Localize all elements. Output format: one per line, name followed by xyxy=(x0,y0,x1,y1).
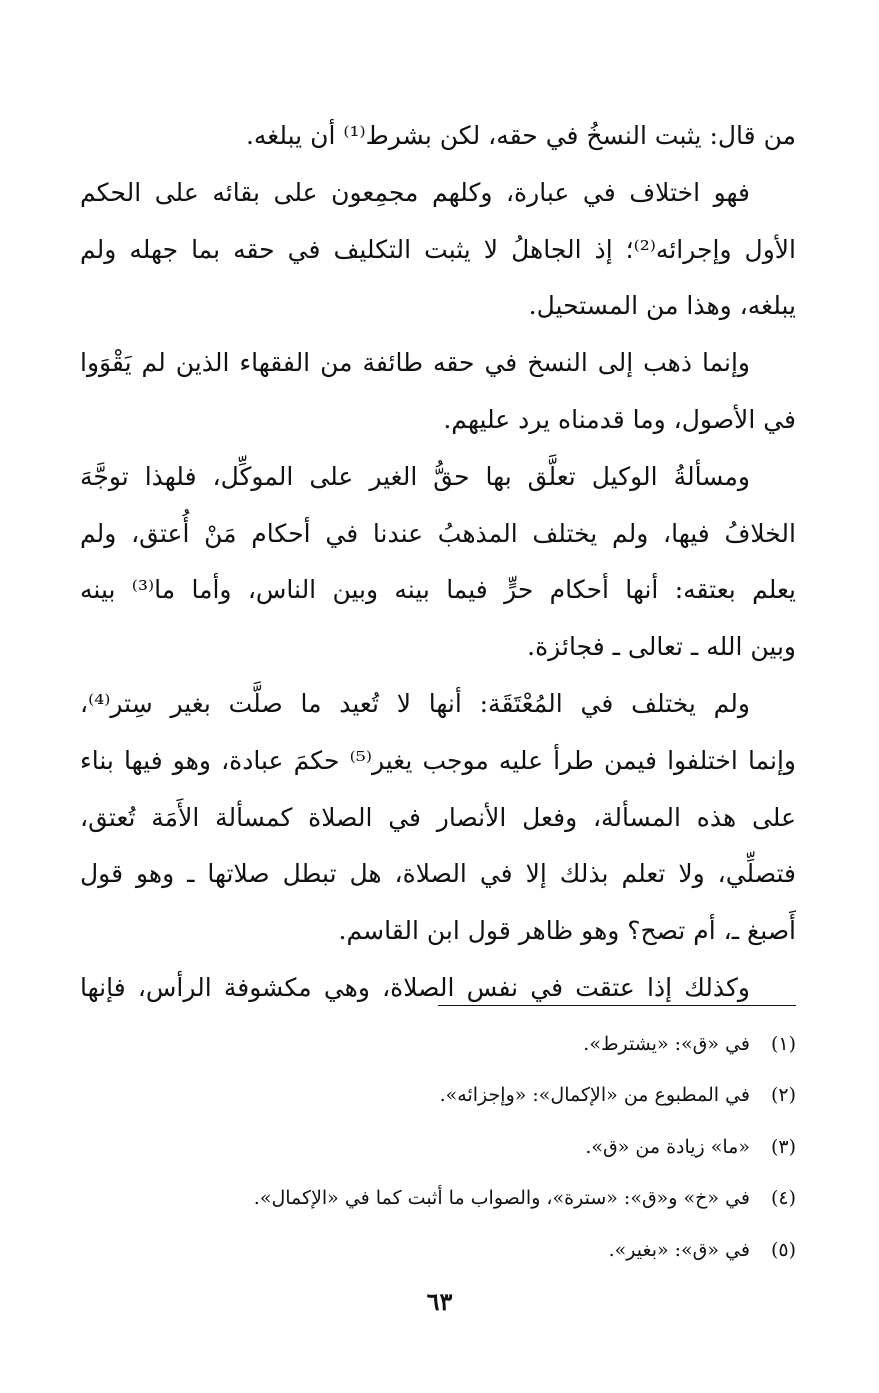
footnote-text: «ما» زيادة من «ق». xyxy=(585,1135,750,1158)
text-line: ومسألةُ الوكيل تعلَّق بها حقُّ الغير على الموكِّل، فلهذا توجَّهَ xyxy=(80,461,750,491)
text-line: فهو اختلاف في عبارة، وكلهم مجمِعون على بقائه على الحكم xyxy=(80,177,750,207)
footnote-text: في «خ» و«ق»: «سترة»، والصواب ما أثبت كما في «الإكمال». xyxy=(253,1187,750,1210)
text-line: يبلغه، وهذا من المستحيل. xyxy=(528,291,796,321)
footnote-text: في «ق»: «يشترط». xyxy=(583,1032,750,1055)
text-line: فتصلِّي، ولا تعلم بذلك إلا في الصلاة، هل تبطل صلاتها ـ وهو قول xyxy=(80,859,796,889)
footnote xyxy=(80,1018,796,1070)
text-line: من قال: يثبت النسخُ في حقه، لكن بشرط⁽¹⁾ أن يبلغه. xyxy=(245,121,796,150)
footnote-number: (١) xyxy=(770,1032,796,1055)
text-line: على هذه المسألة، وفعل الأنصار في الصلاة كمسألة الأَمَة تُعتق، xyxy=(80,802,796,832)
footnote-number: (٥) xyxy=(770,1238,796,1261)
footnotes xyxy=(80,1018,796,1276)
footnote xyxy=(80,1121,796,1173)
footnote xyxy=(80,1224,796,1276)
text-line: أَصبغ ـ، أم تصح؟ وهو ظاهر قول ابن القاسم. xyxy=(338,916,796,946)
page-number: ٦٣ xyxy=(426,1287,453,1316)
footnote xyxy=(80,1173,796,1225)
text-line: الخلافُ فيها، ولم يختلف المذهبُ عندنا في أحكام مَنْ أُعتق، ولم xyxy=(80,518,796,548)
text-line: وإنما اختلفوا فيمن طرأ عليه موجب يغير⁽⁵⁾ حكمَ عبادة، وهو فيها بناء xyxy=(80,745,796,775)
main-text xyxy=(80,108,796,1017)
text-line: يعلم بعتقه: أنها أحكام حرٍّ فيما بينه وبين الناس، وأما ما⁽³⁾ بينه xyxy=(80,575,796,605)
footnote-number: (٤) xyxy=(770,1187,796,1210)
footnote-text: في المطبوع من «الإكمال»: «وإجزائه». xyxy=(439,1084,750,1107)
text-line: وإنما ذهب إلى النسخ في حقه طائفة من الفقهاء الذين لم يَقْوَوا xyxy=(80,348,750,378)
text-line: وبين الله ـ تعالى ـ فجائزة. xyxy=(527,632,796,662)
text-line: في الأصول، وما قدمناه يرد عليهم. xyxy=(443,404,796,434)
text-line: ولم يختلف في المُعْتَقَة: أنها لا تُعيد ما صلَّت بغير سِتر⁽⁴⁾، xyxy=(80,688,750,718)
text-line: الأول وإجرائه⁽²⁾؛ إذ الجاهلُ لا يثبت التكليف في حقه بما جهله ولم xyxy=(80,234,796,264)
text-line: وكذلك إذا عتقت في نفس الصلاة، وهي مكشوفة الرأس، فإنها xyxy=(80,972,750,1002)
footnote xyxy=(80,1070,796,1122)
footnote-number: (٣) xyxy=(770,1135,796,1158)
footnote-text: في «ق»: «بغير». xyxy=(608,1238,750,1261)
footnote-separator xyxy=(438,1005,796,1006)
footnote-number: (٢) xyxy=(770,1084,796,1107)
